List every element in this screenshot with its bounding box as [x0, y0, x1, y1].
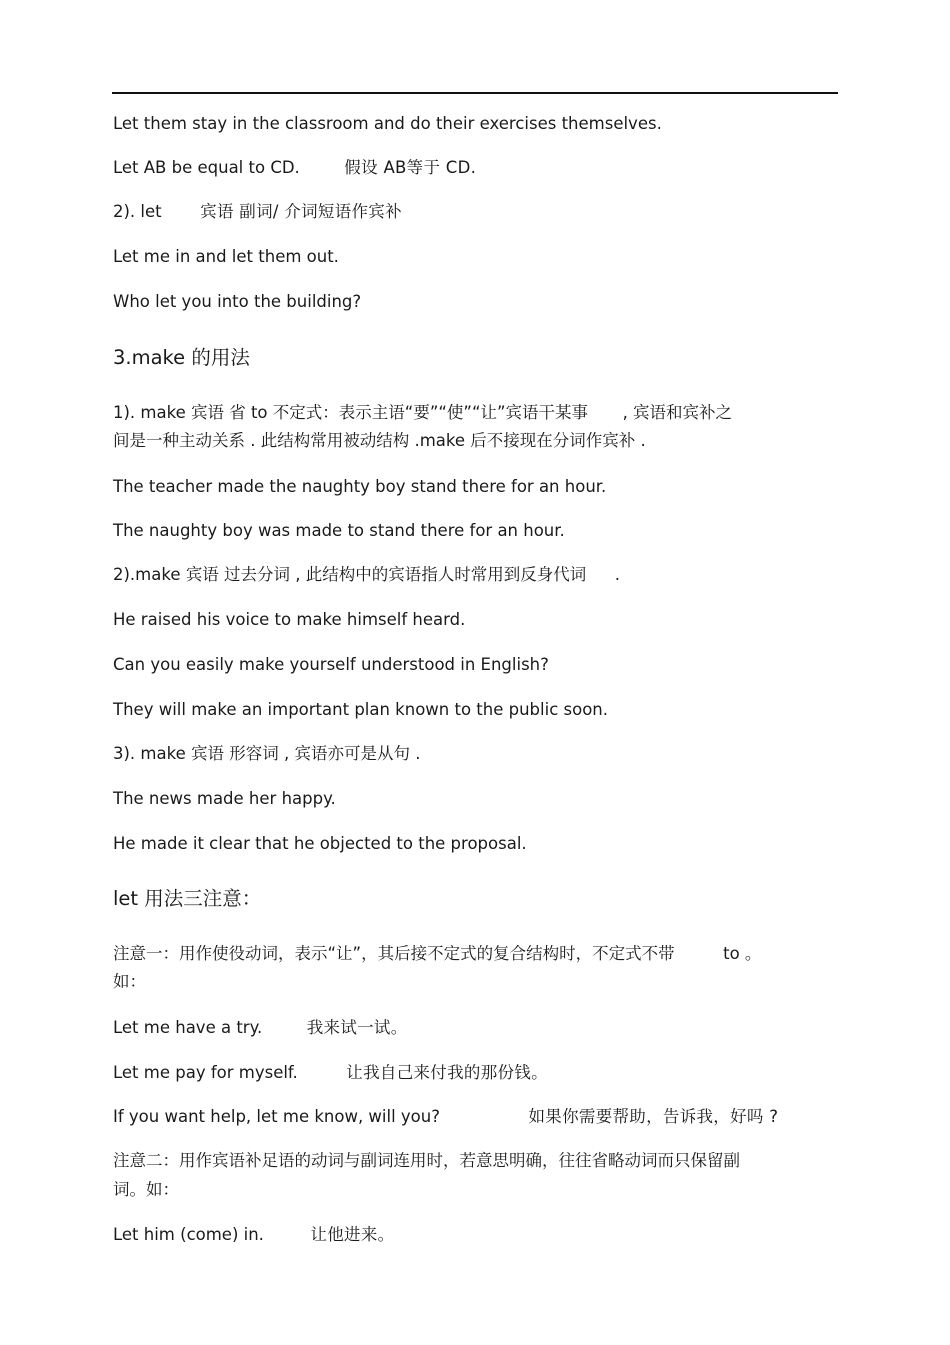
rule-text: 2).make 宾语 过去分词 , 此结构中的宾语指人时常用到反身代词 [113, 565, 587, 584]
note-text-line2: 词。如： [113, 1180, 179, 1199]
example-sentence [113, 1018, 408, 1038]
example-sentence: He raised his voice to make himself heard. [113, 610, 466, 629]
note-text: 注意一：用作使役动词，表示“让”，其后接不定式的复合结构时，不定式不带 [113, 944, 675, 963]
example-sentence: The teacher made the naughty boy stand there for an hour. [113, 477, 607, 496]
chinese-translation: 假设 AB等于 CD. [344, 158, 477, 177]
example-sentence: Let them stay in the classroom and do their exercises themselves. [113, 114, 662, 133]
english-text: Let me pay for myself. [113, 1063, 298, 1082]
rule-item [113, 202, 402, 222]
rule-text-line2: 间是一种主动关系 . 此结构常用被动结构 .make 后不接现在分词作宾补 . [113, 431, 646, 450]
example-sentence [113, 1107, 778, 1127]
note-item [113, 944, 761, 964]
rule-text-cont: , 宾语和宾补之 [622, 403, 733, 422]
chinese-translation: 如果你需要帮助，告诉我，好吗 ? [528, 1107, 779, 1126]
example-sentence: Let me in and let them out. [113, 247, 339, 266]
example-sentence: The news made her happy. [113, 789, 336, 808]
example-sentence: They will make an important plan known to the public soon. [113, 700, 608, 719]
example-sentence: Who let you into the building? [113, 292, 362, 311]
rule-item [113, 403, 732, 423]
rule-text: 宾语 副词/ 介词短语作宾补 [200, 202, 402, 221]
chinese-translation: 让他进来。 [310, 1225, 395, 1244]
rule-item: 3). make 宾语 形容词 , 宾语亦可是从句 . [113, 744, 421, 763]
chinese-translation: 我来试一试。 [306, 1018, 408, 1037]
section-heading: 3.make 的用法 [113, 346, 250, 369]
note-item: 注意二：用作宾语补足语的动词与副词连用时，若意思明确，往往省略动词而只保留副 [113, 1151, 740, 1170]
section-heading: let 用法三注意： [113, 887, 262, 910]
chinese-translation: 让我自己来付我的那份钱。 [346, 1063, 548, 1082]
example-sentence: The naughty boy was made to stand there for an hour. [113, 521, 565, 540]
example-sentence [113, 1063, 548, 1083]
english-text: Let AB be equal to CD. [113, 158, 300, 177]
rule-text: 1). make 宾语 省 to 不定式：表示主语“要”“使”“让”宾语干某事 [113, 403, 589, 422]
example-sentence [113, 158, 476, 178]
rule-item [113, 565, 620, 585]
rule-number: 2). let [113, 202, 162, 221]
example-sentence [113, 1225, 394, 1245]
note-text-cont: to 。 [723, 944, 762, 963]
rule-period: . [614, 565, 620, 584]
english-text: Let me have a try. [113, 1018, 263, 1037]
english-text: Let him (come) in. [113, 1225, 264, 1244]
example-sentence: He made it clear that he objected to the proposal. [113, 834, 527, 853]
header-rule [112, 92, 838, 94]
note-text-line2: 如： [113, 972, 146, 991]
english-text: If you want help, let me know, will you? [113, 1107, 440, 1126]
example-sentence: Can you easily make yourself understood in English? [113, 655, 549, 674]
